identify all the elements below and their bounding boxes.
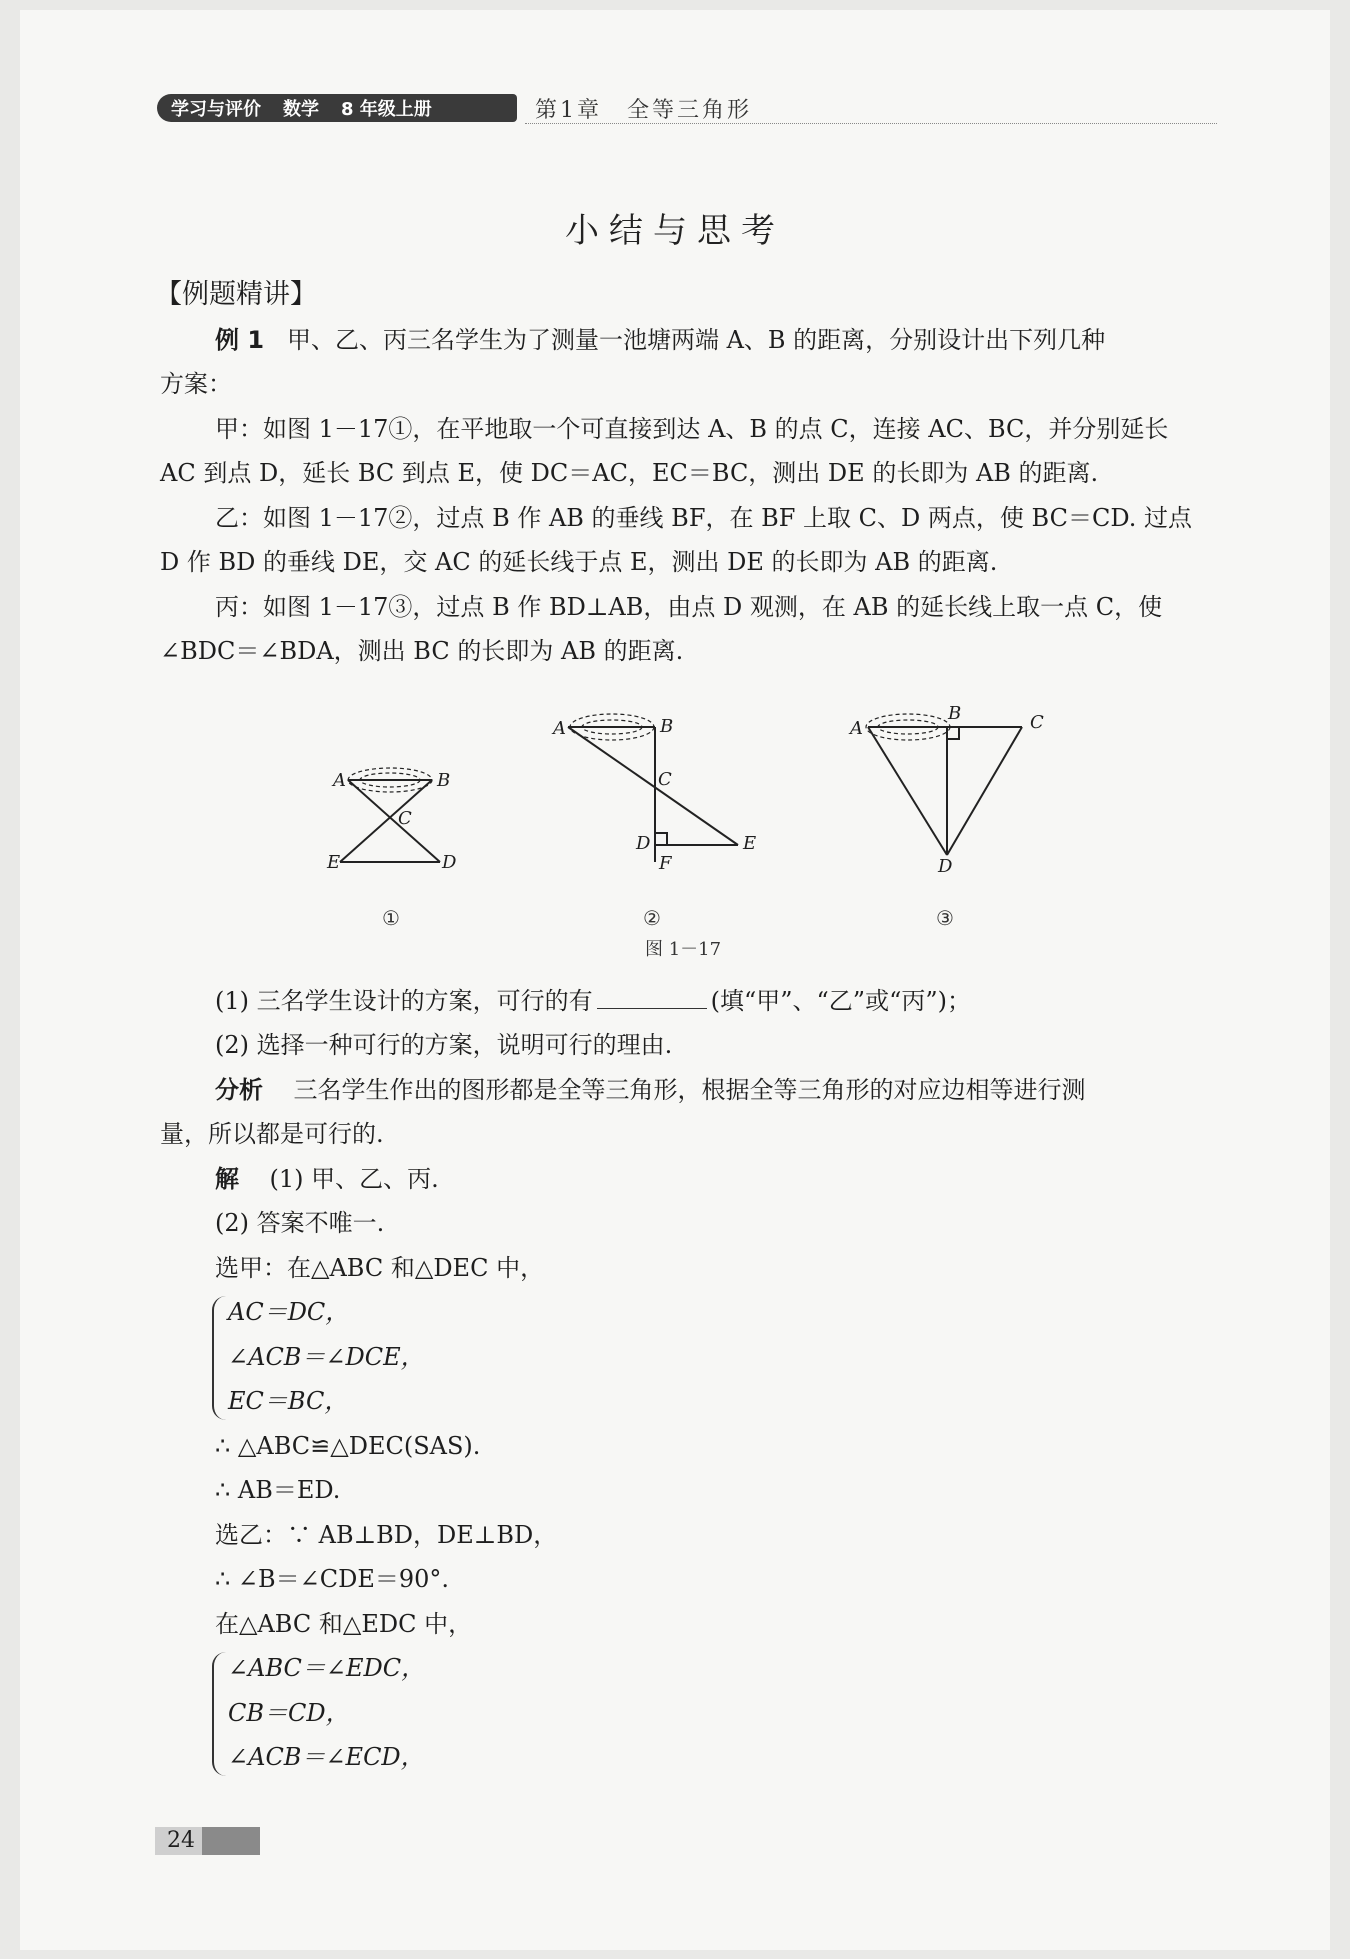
jia-conclusion-1: ∴ △ABC≌△DEC(SAS).	[215, 1432, 481, 1460]
solution-label: 解	[215, 1165, 239, 1193]
yi-system-1: ∠ABC＝∠EDC，	[228, 1654, 426, 1682]
yi-conclusion-2: 在△ABC 和△EDC 中，	[215, 1610, 473, 1638]
solution-1	[215, 1157, 439, 1201]
fig3-label-d: D	[938, 856, 953, 877]
plan-bing-2: ∠BDC＝∠BDA，测出 BC 的长即为 AB 的距离.	[160, 637, 684, 665]
fig1-label-c: C	[398, 808, 412, 829]
solution-ans-2: (2) 答案不唯一.	[215, 1209, 385, 1237]
fig1-label-b: B	[437, 770, 451, 791]
yi-intro: 选乙：∵ AB⊥BD，DE⊥BD，	[215, 1521, 558, 1549]
yi-system-brace	[212, 1652, 228, 1776]
header-grade: 8 年级上册	[341, 99, 432, 120]
question-1-text: (1) 三名学生设计的方案，可行的有	[215, 987, 593, 1015]
yi-conclusion-1: ∴ ∠B＝∠CDE＝90°.	[215, 1565, 450, 1593]
question-2: (2) 选择一种可行的方案，说明可行的理由.	[215, 1031, 673, 1059]
fig-num-2: ②	[643, 906, 661, 930]
fig2-label-b: B	[660, 716, 674, 737]
jia-intro: 选甲：在△ABC 和△DEC 中，	[215, 1254, 545, 1282]
yi-system-3: ∠ACB＝∠ECD，	[228, 1743, 425, 1771]
header-chapter: 第1章 全等三角形	[535, 98, 752, 123]
figure-2	[568, 714, 738, 862]
figure-3	[866, 714, 1022, 855]
plan-jia-1: 甲：如图 1－17①，在平地取一个可直接到达 A、B 的点 C，连接 AC、BC，并分别延长	[215, 415, 1169, 443]
solution-ans-1: (1) 甲、乙、丙.	[269, 1165, 439, 1193]
figure-caption: 图 1－17	[645, 939, 722, 960]
plan-yi-1: 乙：如图 1－17②，过点 B 作 AB 的垂线 BF，在 BF 上取 C、D 两点，使 BC＝CD. 过点	[215, 504, 1192, 532]
jia-system-2: ∠ACB＝∠DCE，	[228, 1343, 425, 1371]
fig1-label-d: D	[442, 852, 457, 873]
jia-system-brace	[212, 1296, 228, 1420]
page-title: 小结与思考	[565, 211, 785, 251]
fig3-label-b: B	[948, 703, 962, 724]
analysis-text-1: 三名学生作出的图形都是全等三角形，根据全等三角形的对应边相等进行测	[293, 1076, 1086, 1104]
fig2-label-e: E	[743, 833, 757, 854]
fig3-label-a: A	[850, 718, 863, 739]
plan-jia-2: AC 到点 D，延长 BC 到点 E，使 DC＝AC，EC＝BC，测出 DE 的长即为 AB 的距离.	[160, 459, 1099, 487]
fig1-label-e: E	[327, 852, 341, 873]
jia-system-3: EC＝BC，	[228, 1387, 349, 1415]
fig-num-1: ①	[382, 906, 400, 930]
example-intro-2: 方案：	[160, 370, 232, 398]
analysis-2: 量，所以都是可行的.	[160, 1120, 384, 1148]
example-intro-text: 甲、乙、丙三名学生为了测量一池塘两端 A、B 的距离，分别设计出下列几种	[286, 326, 1106, 354]
answer-blank	[597, 982, 707, 1009]
fig1-label-a: A	[333, 770, 346, 791]
header-subject: 数学	[283, 99, 319, 120]
analysis-1	[215, 1068, 1086, 1112]
yi-system-2: CB＝CD，	[228, 1699, 350, 1727]
figure-1	[340, 768, 440, 862]
question-1-hint: (填“甲”、“乙”或“丙”)；	[710, 987, 971, 1015]
section-heading: 【例题精讲】	[155, 279, 317, 310]
fig2-label-a: A	[553, 718, 566, 739]
fig2-label-c: C	[658, 769, 672, 790]
jia-conclusion-2: ∴ AB＝ED.	[215, 1476, 341, 1504]
fig3-label-c: C	[1030, 712, 1044, 733]
fig-num-3: ③	[936, 906, 954, 930]
plan-bing-1: 丙：如图 1－17③，过点 B 作 BD⊥AB，由点 D 观测，在 AB 的延长线上取一点 C，使	[215, 593, 1163, 621]
jia-system-1: AC＝DC，	[228, 1298, 350, 1326]
example-label: 例 1	[215, 326, 265, 354]
page-number: 24	[155, 1827, 260, 1855]
analysis-label: 分析	[215, 1076, 263, 1104]
header-book: 学习与评价	[171, 99, 261, 120]
fig2-label-d: D	[636, 833, 651, 854]
question-1	[215, 979, 971, 1023]
fig2-label-f: F	[659, 853, 672, 874]
plan-yi-2: D 作 BD 的垂线 DE，交 AC 的延长线于点 E，测出 DE 的长即为 AB 的距离.	[160, 548, 998, 576]
